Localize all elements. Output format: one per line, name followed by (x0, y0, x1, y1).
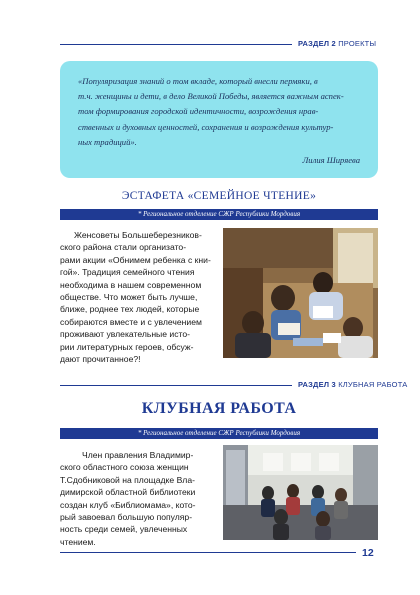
section-title: ПРОЕКТЫ (338, 39, 377, 48)
family-reading-photo (223, 228, 378, 358)
section3-rule (60, 385, 292, 386)
text-line: Женсоветы Большеберезников- (74, 230, 202, 240)
library-club-photo (223, 445, 378, 540)
text-line: рый завоевал большую популяр- (60, 512, 193, 523)
text-line: обществе. Что может быть лучше, (60, 292, 198, 303)
text-line: рами акции «Обнимем ребенка с кни- (60, 254, 211, 265)
text-line: необходима в нашем современном (60, 279, 202, 290)
club-work-title: КЛУБНАЯ РАБОТА (141, 400, 297, 417)
text-line: Член правления Владимир- (82, 450, 194, 460)
header-rule (60, 44, 292, 45)
section-number: РАЗДЕЛ 2 (298, 39, 336, 48)
quote-line: том формирования городской идентичности, возрождения нрав- (78, 106, 319, 117)
text-line: дают прочитанное?! (60, 354, 141, 365)
section3-number: РАЗДЕЛ 3 (298, 380, 336, 389)
section-header (298, 39, 376, 48)
text-line: создан клуб «Библиомама», кото- (60, 499, 196, 510)
text-line: чтением. (60, 536, 96, 547)
relay-title: ЭСТАФЕТА «СЕМЕЙНОЕ ЧТЕНИЕ» (121, 190, 317, 202)
text-line: ближе, роднее тех людей, которые (60, 304, 200, 315)
relay-source-bar: * Региональное отделение СЖР Республики Мордовия (60, 209, 378, 220)
quote-text (78, 74, 368, 150)
footer-rule (60, 552, 356, 553)
text-line: собираются вместе и с увлечением (60, 316, 202, 327)
quote-line: ных традиций». (78, 136, 137, 147)
text-line: димирской областной библиотеки (60, 487, 196, 498)
section3-header (298, 380, 407, 389)
quote-line: «Популяризация знаний о том вкладе, который внесли пермяки, в (78, 76, 318, 86)
quote-author: Лилия Ширяева (302, 155, 360, 165)
page-number: 12 (362, 547, 374, 559)
text-line: ского района стали организато- (60, 242, 187, 253)
text-line: гой». Традиция семейного чтения (60, 267, 195, 278)
section3-title-tag: КЛУБНАЯ РАБОТА (338, 380, 408, 389)
text-line: рии литературных героев, обсуж- (60, 341, 194, 352)
quote-line: т.ч. женщины и дети, в дело Великой Победы, является важным аспек- (78, 91, 344, 102)
text-line: проживают увлекательные исто- (60, 329, 190, 340)
relay-article-text (60, 229, 212, 365)
text-line: ность среди семей, увлеченных (60, 524, 188, 535)
club-article-text (60, 449, 212, 548)
text-line: Т.Сдобниковой на площадке Вла- (60, 474, 195, 485)
club-source-bar: * Региональное отделение СЖР Республики Мордовия (60, 428, 378, 439)
text-line: ского областного союза женщин (60, 462, 189, 473)
quote-line: ственных и духовных ценностей, сохранения и возрождения культур- (78, 121, 334, 132)
